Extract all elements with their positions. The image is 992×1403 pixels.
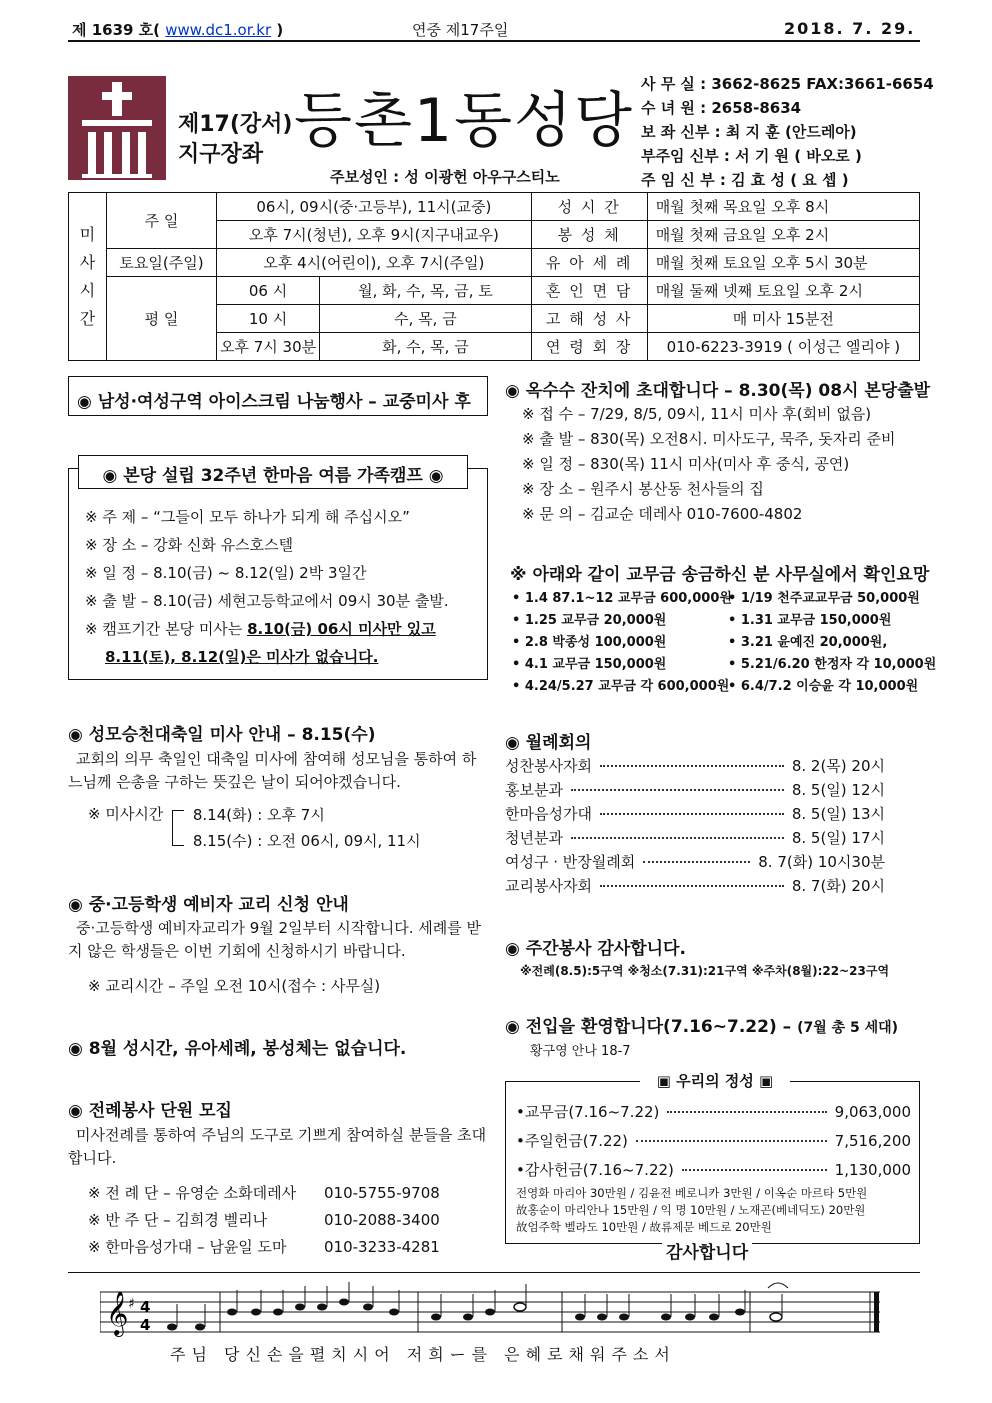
- contact-vice-pastor: 부주임 신부 : 서 기 원 ( 바오로 ): [641, 147, 862, 165]
- mass-schedule-table: [68, 192, 920, 361]
- schedule-value: 매월 둘째 넷째 토요일 오후 2시: [647, 277, 919, 305]
- camp-note: ※ 캠프기간 본당 미사는 8.10(금) 06시 미사만 있고: [85, 620, 436, 638]
- weekday-time: 오후 7시 30분: [217, 333, 320, 361]
- contact-list: [641, 72, 934, 192]
- corn-item: ※ 출 발 – 830(목) 오전8시. 미사도구, 묵주, 돗자리 준비: [522, 430, 896, 448]
- meetings-list: [505, 754, 885, 898]
- liturgy-member: ※ 반 주 단 – 김희경 벨리나 010-2088-3400: [88, 1211, 440, 1229]
- catechumen-text: 중·고등학생 예비자교리가 9월 2일부터 시작합니다. 세례를 받지 않은 학생들은 이번 기회에 신청하시기 바랍니다.: [68, 919, 481, 960]
- weekday-days: 화, 수, 목, 금: [320, 333, 532, 361]
- schedule-label: 연 령 회 장: [531, 333, 647, 361]
- offering-row: •교무금(7.16~7.22) 9,063,000: [516, 1103, 911, 1121]
- icecream-notice: ◉ 남성·여성구역 아이스크림 나눔행사 – 교중미사 후: [68, 376, 488, 416]
- contact-office: 사 무 실 : 3662-8625 FAX:3661-6654: [641, 75, 934, 93]
- dues-entry: • 2.8 박종성 100,000원: [512, 635, 667, 650]
- offering-row: •감사헌금(7.16~7.22) 1,130,000: [516, 1161, 911, 1179]
- schedule-value: 매월 첫째 목요일 오후 8시: [647, 193, 919, 221]
- header-divider: [68, 40, 920, 42]
- sunday-label: 주 일: [107, 193, 217, 249]
- contact-convent: 수 녀 원 : 2658-8634: [641, 99, 802, 117]
- dues-title: ※ 아래와 같이 교무금 송금하신 분 사무실에서 확인요망: [510, 565, 930, 585]
- contact-pastor: 주 임 신 부 : 김 효 성 ( 요 셉 ): [641, 171, 849, 189]
- meeting-row: 교리봉사자회 8. 7(화) 20시: [505, 877, 885, 895]
- schedule-value: 매월 첫째 금요일 오후 2시: [647, 221, 919, 249]
- contact-assistant-priest: 보 좌 신부 : 최 지 훈 (안드레아): [641, 123, 857, 141]
- corn-item: ※ 접 수 – 7/29, 8/5, 09시, 11시 미사 후(회비 없음): [522, 405, 872, 423]
- corn-item: ※ 문 의 – 김교순 데레사 010-7600-4802: [522, 505, 803, 523]
- meeting-row: 여성구 · 반장월례회 8. 7(화) 10시30분: [505, 853, 885, 871]
- district-label: 제17(강서) 지구장좌: [178, 112, 293, 167]
- weekday-days: 월, 화, 수, 목, 금, 토: [320, 277, 532, 305]
- corn-title: ◉ 옥수수 잔치에 초대합니다 – 8.30(목) 08시 본당출발: [505, 381, 931, 401]
- august-notice: ◉ 8월 성시간, 유아세례, 봉성체는 없습니다.: [68, 1039, 407, 1059]
- catechumen-time: ※ 교리시간 – 주일 오전 10시(접수 : 사무실): [88, 977, 381, 995]
- dues-entry: • 1.4 87.1~12 교무금 600,000원: [512, 591, 732, 606]
- offering-title: ▣ 우리의 정성 ▣: [640, 1070, 790, 1091]
- dues-entry: • 1/19 천주교교무금 50,000원: [728, 591, 920, 606]
- assumption-mass-times: ※ 미사시간 8.14(화) : 오후 7시 8.15(수) : 오전 06시, 09시, 11시: [88, 805, 421, 850]
- camp-item: ※ 출 발 – 8.10(금) 세현고등학교에서 09시 30분 출발.: [85, 592, 449, 610]
- offering-box: [505, 1081, 920, 1244]
- corn-items: [522, 402, 896, 527]
- weekly-service-title: ◉ 주간봉사 감사합니다.: [505, 939, 686, 959]
- meeting-row: 청년분과 8. 5(일) 17시: [505, 829, 885, 847]
- liturgical-sunday: 연중 제17주일: [412, 21, 509, 39]
- corn-item: ※ 일 정 – 830(목) 11시 미사(미사 후 중식, 공연): [522, 455, 850, 473]
- schedule-value: 매월 첫째 토요일 오후 5시 30분: [647, 249, 919, 277]
- camp-item: ※ 주 제 – “그들이 모두 하나가 되게 해 주십시오”: [85, 508, 410, 526]
- weekday-time: 10 시: [217, 305, 320, 333]
- welcome-title: ◉ 전입을 환영합니다(7.16~7.22) – (7월 총 5 세대): [505, 1017, 899, 1037]
- camp-item: ※ 장 소 – 강화 신화 유스호스텔: [85, 536, 294, 554]
- issue-number: 제 1639 호( www.dc1.or.kr ): [72, 21, 284, 39]
- weekly-service-line: ※전례(8.5):5구역 ※청소(7.31):21구역 ※주차(8월):22~23구역: [520, 964, 890, 978]
- saturday-time: 오후 4시(어린이), 오후 7시(주일): [217, 249, 532, 277]
- camp-item: ※ 일 정 – 8.10(금) ~ 8.12(일) 2박 3일간: [85, 564, 367, 582]
- dues-entry: • 4.24/5.27 교무금 각 600,000원: [512, 679, 730, 694]
- schedule-label: 봉 성 체: [531, 221, 647, 249]
- website-link[interactable]: www.dc1.or.kr: [165, 21, 272, 39]
- liturgy-members: [88, 1180, 440, 1261]
- dues-list-left: [512, 588, 732, 698]
- dues-entry: • 4.1 교무금 150,000원: [512, 657, 667, 672]
- svg-text:4: 4: [140, 1298, 151, 1316]
- meeting-row: 한마음성가대 8. 5(일) 13시: [505, 805, 885, 823]
- dues-list-right: [728, 588, 936, 698]
- meeting-row: 성찬봉사자회 8. 2(목) 20시: [505, 757, 885, 775]
- svg-text:𝄞: 𝄞: [106, 1291, 129, 1335]
- svg-text:♯: ♯: [128, 1296, 135, 1312]
- assumption-text: 교회의 의무 축일인 대축일 미사에 참여해 성모님을 통하여 하느님께 은총을 구하는 뜻깊은 날이 되어야겠습니다.: [68, 750, 477, 791]
- weekday-days: 수, 목, 금: [320, 305, 532, 333]
- schedule-label: 성 시 간: [531, 193, 647, 221]
- footer-divider: [68, 1272, 920, 1273]
- schedule-label: 고 해 성 사: [531, 305, 647, 333]
- issue-date: 2018. 7. 29.: [784, 19, 916, 38]
- schedule-value: 매 미사 15분전: [647, 305, 919, 333]
- dues-entry: • 6.4/7.2 이승윤 각 10,000원: [728, 679, 919, 694]
- donor-list: 전영화 마리아 30만원 / 김윤전 베로니카 3만원 / 이옥순 마르타 5만원 故홍순이 마리안나 15만원 / 익 명 10만원 / 노재곤(베네딕도) 20만원 故엄주학 벨라도 10만원 / 故류제문 베드로 20만원: [516, 1186, 868, 1234]
- sunday-time-2: 오후 7시(청년), 오후 9시(지구내교우): [217, 221, 532, 249]
- meetings-title: ◉ 월례회의: [505, 733, 592, 753]
- sunday-time-1: 06시, 09시(중·고등부), 11시(교중): [217, 193, 532, 221]
- weekday-time: 06 시: [217, 277, 320, 305]
- meeting-row: 홍보분과 8. 5(일) 12시: [505, 781, 885, 799]
- saturday-label: 토요일(주일): [107, 249, 217, 277]
- schedule-label: 유 아 세 례: [531, 249, 647, 277]
- schedule-label: 혼 인 면 담: [531, 277, 647, 305]
- assumption-title: ◉ 성모승천대축일 미사 안내 – 8.15(수): [68, 725, 376, 745]
- weekday-label: 평 일: [107, 277, 217, 361]
- hymn-lyrics: 주님 당신손을펼치시어 저희ー를 은혜로채워주소서: [170, 1345, 676, 1364]
- dues-entry: • 3.21 윤예진 20,000원,: [728, 635, 888, 650]
- patron-saint: 주보성인 : 성 이광헌 아우구스티노: [330, 168, 560, 186]
- offering-row: •주일헌금(7.22) 7,516,200: [516, 1132, 911, 1150]
- church-logo-icon: [68, 76, 166, 180]
- camp-title: ◉ 본당 설립 32주년 한마음 여름 가족캠프 ◉: [78, 455, 468, 489]
- camp-box: [68, 468, 488, 680]
- catechumen-title: ◉ 중·고등학생 예비자 교리 신청 안내: [68, 895, 349, 915]
- mass-time-label: 미 사 시 간: [69, 193, 107, 361]
- corn-item: ※ 장 소 – 원주시 봉산동 천사들의 집: [522, 480, 764, 498]
- dues-entry: • 5.21/6.20 한정자 각 10,000원: [728, 657, 937, 672]
- hymn-score-icon: [100, 1282, 890, 1348]
- liturgy-member: ※ 전 례 단 – 유영순 소화데레사 010-5755-9708: [88, 1184, 440, 1202]
- dues-entry: • 1.25 교무금 20,000원: [512, 613, 667, 628]
- thanks-label: 감사합니다: [662, 1238, 752, 1263]
- liturgy-member: ※ 한마음성가대 – 남윤일 도마 010-3233-4281: [88, 1238, 440, 1256]
- schedule-value: 010-6223-3919 ( 이성근 엘리야 ): [647, 333, 919, 361]
- liturgy-text: 미사전례를 통하여 주님의 도구로 기쁘게 참여하실 분들을 초대합니다.: [68, 1126, 487, 1167]
- welcome-line: 황구영 안나 18-7: [530, 1044, 631, 1059]
- liturgy-title: ◉ 전례봉사 단원 모집: [68, 1101, 232, 1121]
- camp-note-cont: 8.11(토), 8.12(일)은 미사가 없습니다.: [105, 648, 379, 666]
- svg-text:4: 4: [140, 1316, 151, 1334]
- church-name: 등촌1동성당: [294, 86, 634, 156]
- dues-entry: • 1.31 교무금 150,000원: [728, 613, 892, 628]
